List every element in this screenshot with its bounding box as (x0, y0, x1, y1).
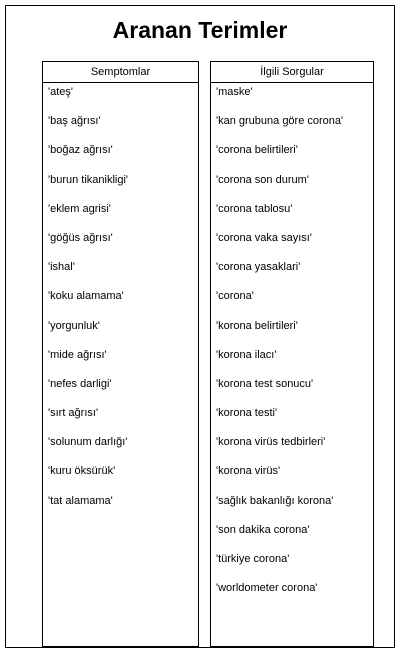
related-query-item: 'korona testi' (216, 407, 278, 420)
related-query-item: 'korona belirtileri' (216, 319, 298, 332)
symptom-item: 'boğaz ağrısı' (48, 144, 113, 157)
related-queries-table (210, 61, 374, 647)
related-query-item: 'korona virüs tedbirleri' (216, 436, 326, 449)
symptom-item: 'burun tikanikligi' (48, 173, 129, 186)
symptom-item: 'tat alamama' (48, 494, 113, 507)
related-query-item: 'corona' (216, 290, 254, 303)
symptom-item: 'yorgunluk' (48, 319, 100, 332)
symptom-item: 'nefes darligi' (48, 377, 112, 390)
related-query-item: 'türkiye corona' (216, 553, 290, 565)
symptom-item: 'ishal' (48, 261, 75, 274)
symptom-item: 'göğüs ağrısı' (48, 231, 113, 244)
diagram-frame (5, 5, 395, 648)
diagram-title: Aranan Terimler (112, 17, 288, 43)
related-query-item: 'korona test sonucu' (216, 377, 314, 390)
symptom-item: 'mide ağrısı' (48, 348, 107, 361)
related-query-item: 'maske' (216, 86, 253, 98)
symptom-item: 'eklem agrisi' (48, 202, 111, 215)
symptom-item: 'baş ağrısı' (48, 115, 101, 128)
symptom-item: 'kuru öksürük' (48, 465, 116, 478)
related-query-item: 'corona belirtileri' (216, 144, 298, 157)
symptoms-list (43, 83, 198, 521)
related-query-item: 'kan grubuna göre corona' (216, 115, 344, 128)
symptom-item: 'ateş' (48, 86, 73, 98)
related-query-item: 'worldometer corona' (216, 582, 318, 595)
related-queries-list (211, 83, 373, 608)
related-query-item: 'corona tablosu' (216, 202, 293, 215)
related-queries-table-header: İlgili Sorgular (211, 62, 373, 83)
related-query-item: 'corona vaka sayısı' (216, 231, 312, 244)
related-query-item: 'sağlık bakanlığı korona' (216, 494, 334, 507)
symptom-item: 'sırt ağrısı' (48, 407, 99, 420)
related-query-item: 'son dakika corona' (216, 523, 310, 536)
symptoms-table (42, 61, 199, 647)
related-query-item: 'korona virüs' (216, 465, 281, 478)
symptoms-table-header: Semptomlar (43, 62, 198, 83)
symptom-item: 'koku alamama' (48, 290, 124, 303)
related-query-item: 'corona son durum' (216, 173, 309, 186)
related-query-item: 'korona ilacı' (216, 348, 277, 361)
related-query-item: 'corona yasaklari' (216, 261, 301, 274)
symptom-item: 'solunum darlığı' (48, 436, 128, 449)
